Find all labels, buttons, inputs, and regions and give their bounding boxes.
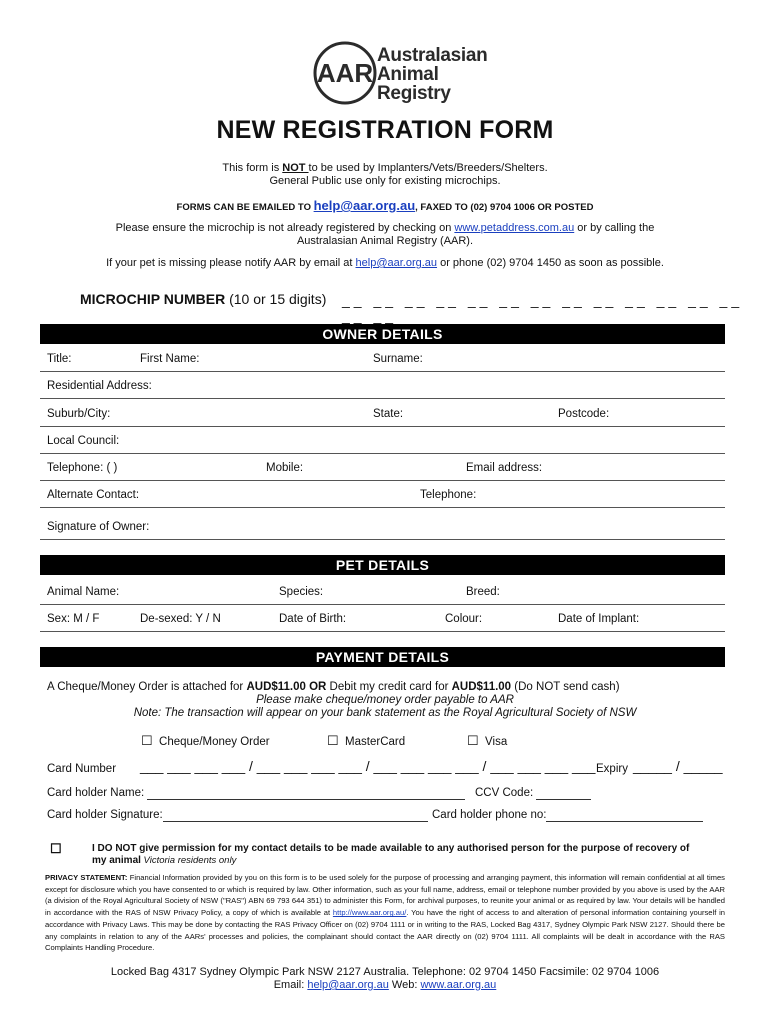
aar-logo-mark-icon bbox=[312, 40, 382, 106]
pet-row-1 bbox=[40, 578, 725, 605]
payment-line-3: Note: The transaction will appear on your bank statement as the Royal Agricultural Society of NSW bbox=[133, 707, 637, 719]
checkbox-icon[interactable]: ☐ bbox=[141, 733, 153, 748]
checkbox-icon[interactable]: ☐ bbox=[467, 733, 479, 748]
expiry-input[interactable]: _____ / _____ bbox=[633, 758, 723, 774]
logo-wordmark: Australasian Animal Registry bbox=[377, 45, 488, 104]
payment-line-1: A Cheque/Money Order is attached for AUD$11.00 OR Debit my credit card for AUD$11.00 (Do NOT send cash) bbox=[47, 681, 620, 693]
species-field[interactable]: Species: bbox=[279, 586, 324, 598]
consent-text: I DO NOT give permission for my contact details to be made available to any authorised person for the purpose of recovery of my animal Victoria residents only bbox=[92, 843, 690, 866]
address-field[interactable]: Residential Address: bbox=[47, 380, 152, 392]
missing-email-link[interactable]: help@aar.org.au bbox=[355, 257, 438, 269]
council-field[interactable]: Local Council: bbox=[47, 435, 120, 447]
pet-row-2 bbox=[40, 605, 725, 632]
privacy-link[interactable]: http://www.aar.org.au/ bbox=[332, 908, 407, 918]
page-title: NEW REGISTRATION FORM bbox=[216, 116, 554, 144]
privacy-statement: PRIVACY STATEMENT: Financial Information provided by you on this form is to be used solely for the purpose of processing and arranging payment, this information will remain confidential at all times except for disclosure which you have consented to or which is required by law. Other information, such as your full name, address, email or telephone number provided by you above is used by the AAR (a division of the Royal Agricultural Society of NSW ("RAS") ABN 69 793 644 351) to administer this Form, for archival purposes, to reunite your animal or as required by law. Your details will be handled in accordance with the RAS of NSW Privacy Policy, a copy of which is available at http://www.aar.org.au/. You have the right of access to and alteration of personal information containing yourself in accordance with Privacy Laws. This may be done by contacting the RAS Privacy Officer on (02) 9704 1111 or in writing to the RAS, Locked Bag 4317, Sydney Olympic Park NSW 2127. Should there be any complaints in relation to any of the AARs' processes and policies, the complainant should contact the AAR directly on (02) 9704 1111. All complaints will be dealt in accordance with the RAS Complaints Handling Procedure. bbox=[45, 873, 725, 953]
visa-option[interactable]: ☐ Visa bbox=[467, 733, 508, 748]
mobile-field[interactable]: Mobile: bbox=[266, 462, 304, 474]
cheque-option[interactable]: ☐ Cheque/Money Order bbox=[141, 733, 270, 748]
owner-row-council bbox=[40, 427, 725, 454]
animal-name-field[interactable]: Animal Name: bbox=[47, 586, 120, 598]
owner-row-contact bbox=[40, 454, 725, 481]
owner-row-suburb bbox=[40, 400, 725, 427]
check-registration: Please ensure the microchip is not already registered by checking on www.petaddress.com.au or by calling the bbox=[115, 222, 655, 234]
colour-field[interactable]: Colour: bbox=[445, 613, 483, 625]
microchip-label: MICROCHIP NUMBER (10 or 15 digits) bbox=[80, 291, 327, 307]
footer: Locked Bag 4317 Sydney Olympic Park NSW 2127 Australia. Telephone: 02 9704 1450 Facsimile: 02 9704 1006 Email: help@aar.org.au Web: www.aar.org.au bbox=[110, 966, 660, 991]
dob-field[interactable]: Date of Birth: bbox=[279, 613, 347, 625]
svg-text:AAR: AAR bbox=[316, 58, 374, 88]
telephone-field[interactable]: Telephone: ( ) bbox=[47, 462, 118, 474]
owner-row-signature bbox=[40, 513, 725, 540]
payment-line-2: Please make cheque/money order payable to AAR bbox=[256, 694, 514, 706]
postcode-field[interactable]: Postcode: bbox=[558, 408, 610, 420]
pet-details-header: PET DETAILS bbox=[40, 555, 725, 575]
ccv-row: CCV Code: bbox=[475, 787, 591, 800]
email-field[interactable]: Email address: bbox=[466, 462, 543, 474]
implant-date-field[interactable]: Date of Implant: bbox=[558, 613, 640, 625]
missing-pet-notice: If your pet is missing please notify AAR by email at help@aar.org.au or phone (02) 9704 1450 as soon as possible. bbox=[106, 257, 664, 269]
expiry-label: Expiry bbox=[596, 763, 628, 775]
first-name-field[interactable]: First Name: bbox=[140, 353, 200, 365]
card-holder-signature-input[interactable] bbox=[163, 809, 428, 822]
owner-signature-field[interactable]: Signature of Owner: bbox=[47, 521, 150, 533]
title-field[interactable]: Title: bbox=[47, 353, 72, 365]
alternate-contact-field[interactable]: Alternate Contact: bbox=[47, 489, 140, 501]
mastercard-option[interactable]: ☐ MasterCard bbox=[327, 733, 406, 748]
microchip-input[interactable]: __ __ __ __ __ __ __ __ __ __ __ __ __ __ __ bbox=[342, 292, 744, 324]
check-registration-2: Australasian Animal Registry (AAR). bbox=[296, 235, 474, 247]
payment-details-header: PAYMENT DETAILS bbox=[40, 647, 725, 667]
card-holder-name-row: Card holder Name: bbox=[47, 787, 465, 800]
card-number-label: Card Number bbox=[47, 763, 117, 775]
email-link[interactable]: help@aar.org.au bbox=[313, 198, 416, 213]
petaddress-link[interactable]: www.petaddress.com.au bbox=[454, 222, 575, 234]
card-holder-phone-row: Card holder phone no: bbox=[432, 809, 703, 822]
state-field[interactable]: State: bbox=[373, 408, 404, 420]
owner-row-name bbox=[40, 345, 725, 372]
submission-info: FORMS CAN BE EMAILED TO help@aar.org.au, FAXED TO (02) 9704 1006 OR POSTED bbox=[176, 198, 594, 213]
desexed-field[interactable]: De-sexed: Y / N bbox=[140, 613, 221, 625]
breed-field[interactable]: Breed: bbox=[466, 586, 500, 598]
consent-checkbox-icon[interactable]: ☐ bbox=[50, 841, 62, 856]
owner-row-alternate bbox=[40, 481, 725, 508]
surname-field[interactable]: Surname: bbox=[373, 353, 423, 365]
card-holder-phone-input[interactable] bbox=[546, 809, 703, 822]
intro-line-2: General Public use only for existing microchips. bbox=[269, 175, 501, 187]
card-number-input[interactable]: ___ ___ ___ ___ / ___ ___ ___ ___ / ___ ___ ___ ___ / ___ ___ ___ ___ bbox=[140, 758, 596, 774]
card-holder-signature-row: Card holder Signature: bbox=[47, 809, 428, 822]
checkbox-icon[interactable]: ☐ bbox=[327, 733, 339, 748]
ccv-input[interactable] bbox=[536, 787, 591, 800]
owner-details-header: OWNER DETAILS bbox=[40, 324, 725, 344]
footer-email-link[interactable]: help@aar.org.au bbox=[307, 979, 389, 991]
suburb-field[interactable]: Suburb/City: bbox=[47, 408, 111, 420]
owner-row-address bbox=[40, 372, 725, 399]
alternate-telephone-field[interactable]: Telephone: bbox=[420, 489, 477, 501]
intro-line-1: This form is NOT to be used by Implanters/Vets/Breeders/Shelters. bbox=[222, 162, 548, 174]
sex-field[interactable]: Sex: M / F bbox=[47, 613, 100, 625]
footer-web-link[interactable]: www.aar.org.au bbox=[420, 979, 497, 991]
card-holder-name-input[interactable] bbox=[147, 787, 465, 800]
